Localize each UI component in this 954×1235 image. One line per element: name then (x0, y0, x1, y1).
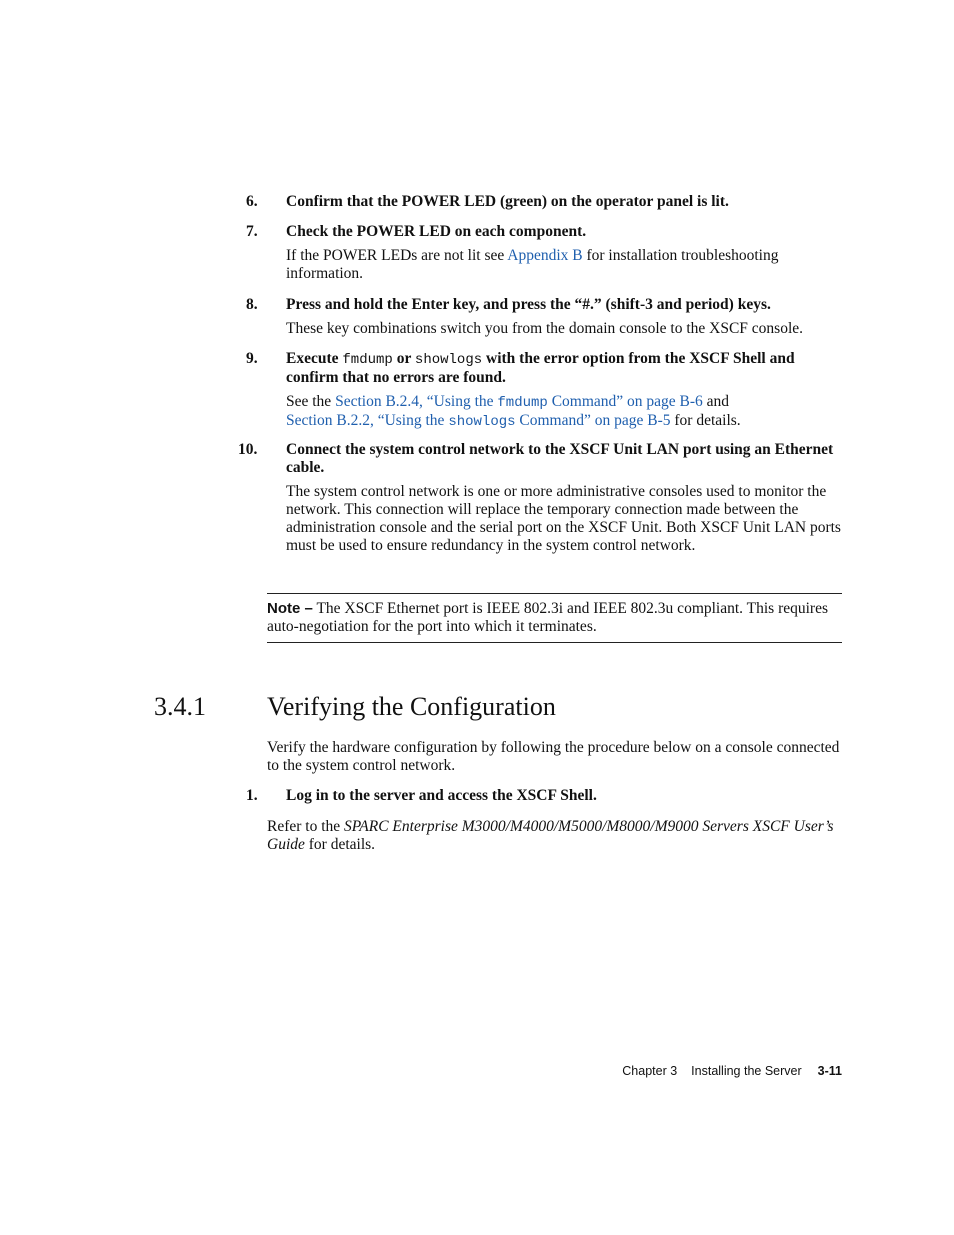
note-label: Note – (267, 600, 313, 617)
step-heading: Connect the system control network to the XSCF Unit LAN port using an Ethernet cable. (286, 441, 834, 476)
page-footer (622, 1064, 842, 1078)
sub-step-1 (246, 787, 842, 805)
note-box (267, 593, 842, 643)
page-number: 3-11 (817, 1064, 842, 1078)
step-body: If the POWER LEDs are not lit see Appendix B for installation troubleshooting information. (286, 247, 779, 282)
step-heading: Confirm that the POWER LED (green) on the operator panel is lit. (286, 193, 729, 210)
step-number: 1. (246, 787, 258, 804)
step-8 (246, 296, 842, 338)
step-number: 9. (246, 350, 258, 367)
step-number: 8. (246, 296, 258, 313)
step-7 (246, 223, 842, 283)
section-b24-link[interactable]: Section B.2.4, “Using the fmdump Command” on page B-6 (335, 393, 703, 411)
step-9 (246, 350, 842, 431)
step-number: 7. (246, 223, 258, 240)
section-b22-link[interactable]: Section B.2.2, “Using the showlogs Command” on page B-5 (286, 412, 671, 430)
section-title: Verifying the Configuration (267, 692, 556, 721)
note-text: The XSCF Ethernet port is IEEE 802.3i and IEEE 802.3u compliant. This requires auto-negotiation for the port into which it terminates. (267, 600, 828, 635)
step-body: The system control network is one or more administrative consoles used to monitor the network. This connection will replace the temporary connection made between the administration console and the serial port on the XSCF Unit. Both XSCF Unit LAN ports must be used to ensure redundancy in the system control network. (286, 483, 841, 554)
step-heading: Log in to the server and access the XSCF Shell. (286, 787, 597, 804)
step-number: 10. (238, 441, 258, 458)
fmdump-code: fmdump (342, 352, 393, 368)
step-heading: Execute fmdump or showlogs with the error option from the XSCF Shell and confirm that no errors are found. (286, 350, 795, 386)
step-heading: Press and hold the Enter key, and press the “#.” (shift-3 and period) keys. (286, 296, 771, 313)
footer-title: Installing the Server (691, 1064, 802, 1078)
guide-title: SPARC Enterprise M3000/M4000/M5000/M8000/M9000 Servers XSCF User’s Guide (267, 818, 834, 853)
showlogs-code: showlogs (414, 352, 483, 368)
step-10 (238, 441, 842, 555)
step-body: These key combinations switch you from the domain console to the XSCF console. (286, 320, 804, 337)
intro-paragraph: Verify the hardware configuration by following the procedure below on a console connected to the system control network. (267, 739, 840, 774)
refer-paragraph: Refer to the SPARC Enterprise M3000/M4000/M5000/M8000/M9000 Servers XSCF User’s Guide for details. (267, 818, 834, 853)
section-number: 3.4.1 (154, 692, 206, 721)
appendix-b-link[interactable]: Appendix B (507, 247, 583, 264)
step-heading: Check the POWER LED on each component. (286, 223, 587, 240)
step-6 (246, 193, 842, 211)
step-body: See the Section B.2.4, “Using the fmdump Command” on page B-6 and Section B.2.2, “Using the showlogs Command” on page B-5 for details. (286, 393, 741, 430)
footer-chapter: Chapter 3 (622, 1064, 678, 1078)
step-number: 6. (246, 193, 258, 210)
